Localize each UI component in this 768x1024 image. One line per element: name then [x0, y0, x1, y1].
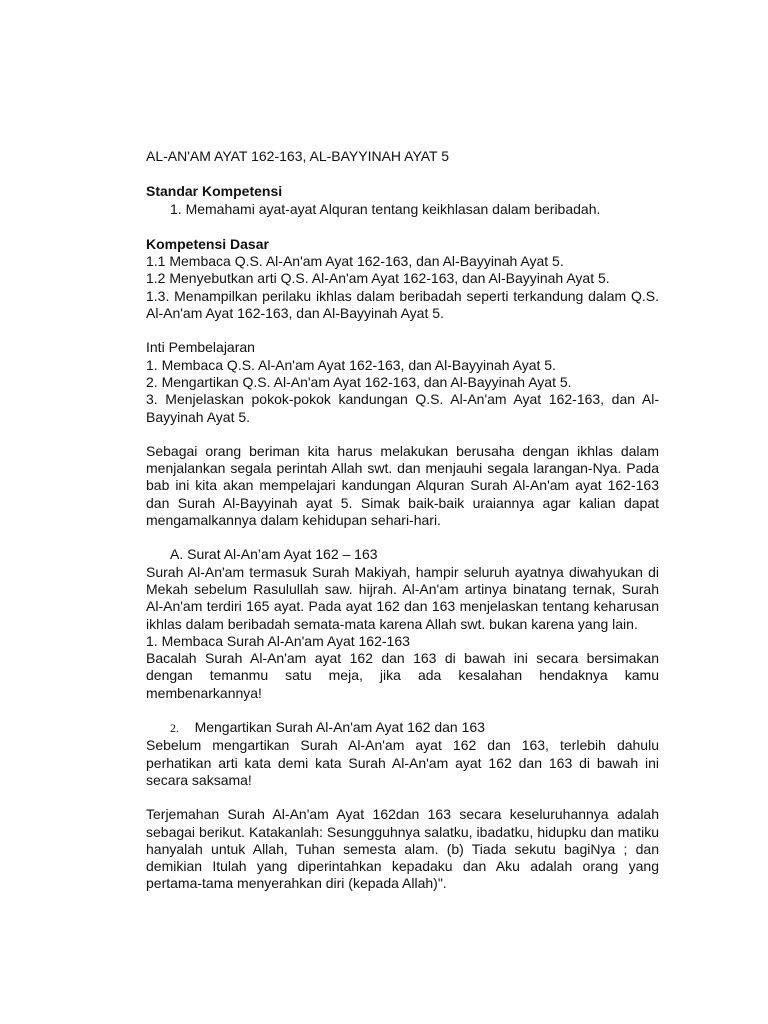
section-a-heading: A. Surat Al-An’am Ayat 162 – 163 [170, 546, 378, 563]
subsection-1-heading: 1. Membaca Surah Al-An'am Ayat 162-163 [146, 632, 410, 649]
spacer [146, 529, 659, 546]
standar-heading: Standar Kompetensi [146, 183, 283, 200]
standar-item: 1. Memahami ayat-ayat Alquran tentang keikhlasan dalam beribadah. [170, 200, 601, 217]
translation-paragraph: Terjemahan Surah Al-An'am Ayat 162dan 163 secara keseluruhannya adalah sebagai berikut. Katakanlah: Sesungguhnya salatku, ibadatku, hidupku dan matiku hanyalah untuk Allah, Tuhan semesta alam. (b) Tiada sekutu bagiNya ; dan demikian Itulah yang diperintahkan kepadaku dan Aku adalah orang yang pertama-tama menyerahkan diri (kepada Allah)". [146, 806, 659, 892]
inti-item: 3. Menjelaskan pokok-pokok kandungan Q.S. Al-An'am Ayat 162-163, dan Al-Bayyinah Ayat 5. [146, 391, 659, 425]
inti-item: 1. Membaca Q.S. Al-An'am Ayat 162-163, dan Al-Bayyinah Ayat 5. [146, 356, 556, 373]
spacer [146, 789, 659, 806]
dasar-item: 1.3. Menampilkan perilaku ikhlas dalam beribadah seperti terkandung dalam Q.S. Al-An'am Ayat 162-163, dan Al-Bayyinah Ayat 5. [146, 287, 659, 322]
spacer [146, 322, 659, 339]
intro-paragraph: Sebagai orang beriman kita harus melakukan berusaha dengan ikhlas dalam menjalankan segala perintah Allah swt. dan menjauhi segala larangan-Nya. Pada bab ini kita akan mempelajari kandungan Alquran Surah Al-An'am ayat 162-163 dan Surah Al-Bayyinah ayat 5. Simak baik-baik uraiannya agar kalian dapat mengamalkannya dalam kehidupan sehari-hari. [146, 442, 659, 529]
subsection-2-heading [146, 719, 659, 737]
subsection-2-label: Mengartikan Surah Al-An'am Ayat 162 dan 163 [194, 719, 485, 736]
dasar-item: 1.1 Membaca Q.S. Al-An'am Ayat 162-163, dan Al-Bayyinah Ayat 5. [146, 253, 564, 270]
spacer [146, 426, 659, 443]
subsection-2-paragraph: Sebelum mengartikan Surah Al-An'am ayat 162 dan 163, terlebih dahulu perhatikan arti kata demi kata Surah Al-An'am ayat 162 dan 163 di bawah ini secara saksama! [146, 737, 659, 788]
inti-heading: Inti Pembelajaran [146, 339, 255, 356]
section-a-paragraph: Surah Al-An'am termasuk Surah Makiyah, hampir seluruh ayatnya diwahyukan di Mekah sebelum Rasulullah saw. hijrah. Al-An'am artinya binatang ternak, Surah Al-An'am terdiri 165 ayat. Pada ayat 162 dan 163 menjelaskan tentang keharusan ikhlas dalam beribadah semata-mata karena Allah swt. bukan karena yang lain. [146, 563, 659, 632]
spacer [146, 702, 659, 719]
document-body [146, 148, 659, 893]
subsection-1-paragraph: Bacalah Surah Al-An'am ayat 162 dan 163 di bawah ini secara bersimakan dengan temanmu satu meja, jika ada kesalahan hendaknya kamu membenarkannya! [146, 650, 659, 701]
dasar-heading: Kompetensi Dasar [146, 235, 269, 252]
subsection-2-number: 2. [170, 721, 179, 736]
inti-item: 2. Mengartikan Q.S. Al-An'am Ayat 162-163, dan Al-Bayyinah Ayat 5. [146, 373, 572, 390]
dasar-item: 1.2 Menyebutkan arti Q.S. Al-An'am Ayat 162-163, dan Al-Bayyinah Ayat 5. [146, 270, 610, 287]
document-title: AL-AN'AM AYAT 162-163, AL-BAYYINAH AYAT 5 [146, 148, 450, 164]
